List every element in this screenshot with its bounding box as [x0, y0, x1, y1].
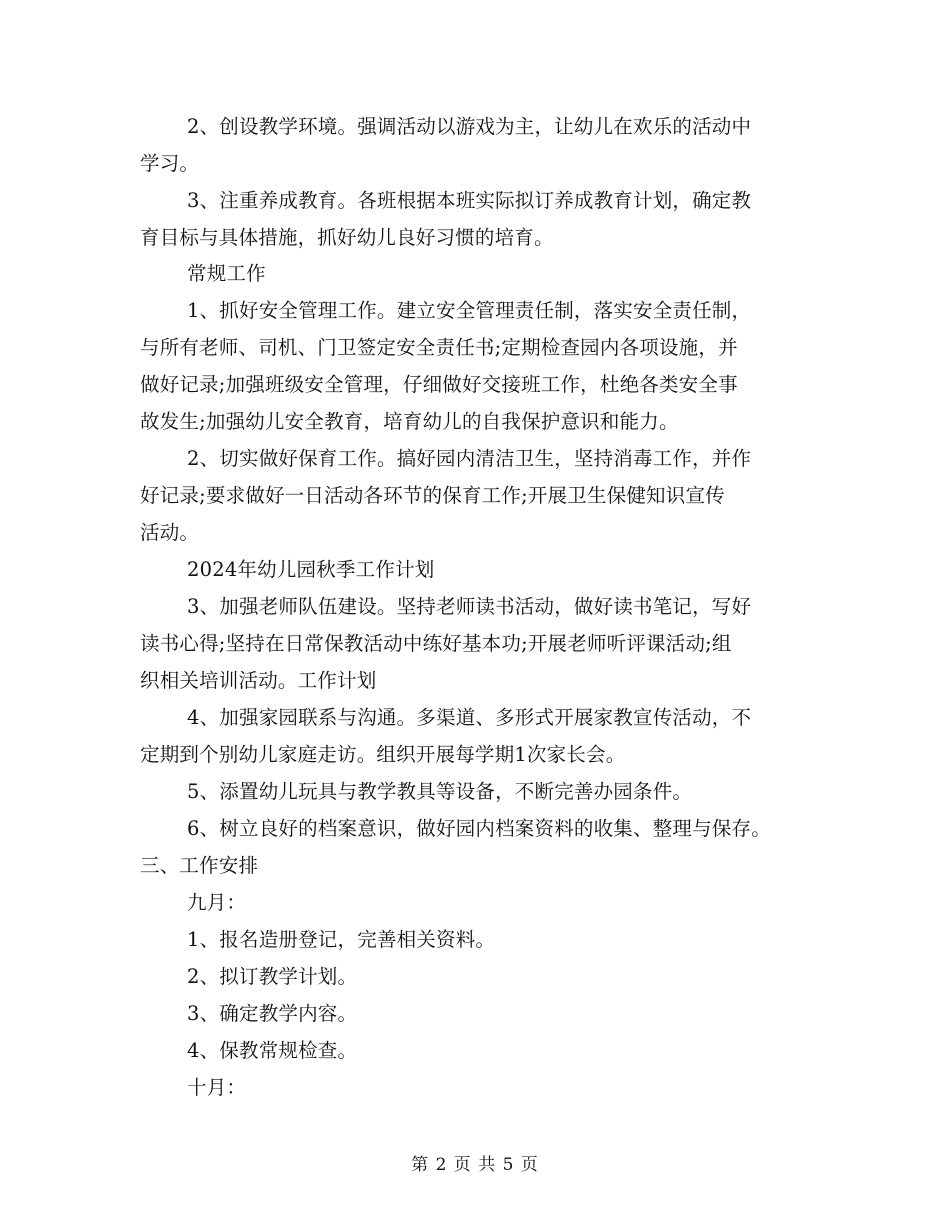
paragraph-line: 学习。 [140, 152, 200, 175]
section-heading: 三、工作安排 [140, 854, 259, 877]
list-item: 2、拟订教学计划。 [187, 965, 358, 988]
paragraph-line: 3、加强老师队伍建设。坚持老师读书活动，做好读书笔记，写好 [187, 595, 752, 618]
paragraph-line: 活动。 [140, 521, 200, 544]
section-heading: 2024年幼儿园秋季工作计划 [187, 558, 435, 581]
section-heading: 常规工作 [187, 262, 266, 285]
page-number-footer: 第 2 页 共 5 页 [411, 1155, 539, 1175]
month-heading: 九月： [187, 891, 247, 914]
paragraph-line: 2、创设教学环境。强调活动以游戏为主，让幼儿在欢乐的活动中 [187, 115, 752, 138]
paragraph-line: 1、抓好安全管理工作。建立安全管理责任制，落实安全责任制， [187, 299, 752, 322]
paragraph-line: 好记录;要求做好一日活动各环节的保育工作;开展卫生保健知识宣传 [140, 484, 725, 507]
paragraph-line: 6、树立良好的档案意识，做好园内档案资料的收集、整理与保存。 [187, 817, 771, 840]
paragraph-line: 4、加强家园联系与沟通。多渠道、多形式开展家教宣传活动，不 [187, 706, 752, 729]
paragraph-line: 织相关培训活动。工作计划 [140, 669, 377, 692]
paragraph-line: 育目标与具体措施，抓好幼儿良好习惯的培育。 [140, 226, 554, 249]
month-heading: 十月： [187, 1076, 247, 1099]
paragraph-line: 读书心得;坚持在日常保教活动中练好基本功;开展老师听评课活动;组 [140, 632, 732, 655]
list-item: 4、保教常规检查。 [187, 1039, 358, 1062]
paragraph-line: 5、添置幼儿玩具与教学教具等设备，不断完善办园条件。 [187, 780, 693, 803]
paragraph-line: 3、注重养成教育。各班根据本班实际拟订养成教育计划，确定教 [187, 189, 752, 212]
list-item: 1、报名造册登记，完善相关资料。 [187, 928, 496, 951]
paragraph-line: 故发生;加强幼儿安全教育，培育幼儿的自我保护意识和能力。 [140, 410, 679, 433]
list-item: 3、确定教学内容。 [187, 1002, 358, 1025]
paragraph-line: 做好记录;加强班级安全管理，仔细做好交接班工作，杜绝各类安全事 [140, 373, 738, 396]
paragraph-line: 与所有老师、司机、门卫签定安全责任书;定期检查园内各项设施，并 [140, 336, 738, 359]
paragraph-line: 定期到个别幼儿家庭走访。组织开展每学期1次家长会。 [140, 743, 626, 766]
paragraph-line: 2、切实做好保育工作。搞好园内清洁卫生，坚持消毒工作，并作 [187, 447, 752, 470]
